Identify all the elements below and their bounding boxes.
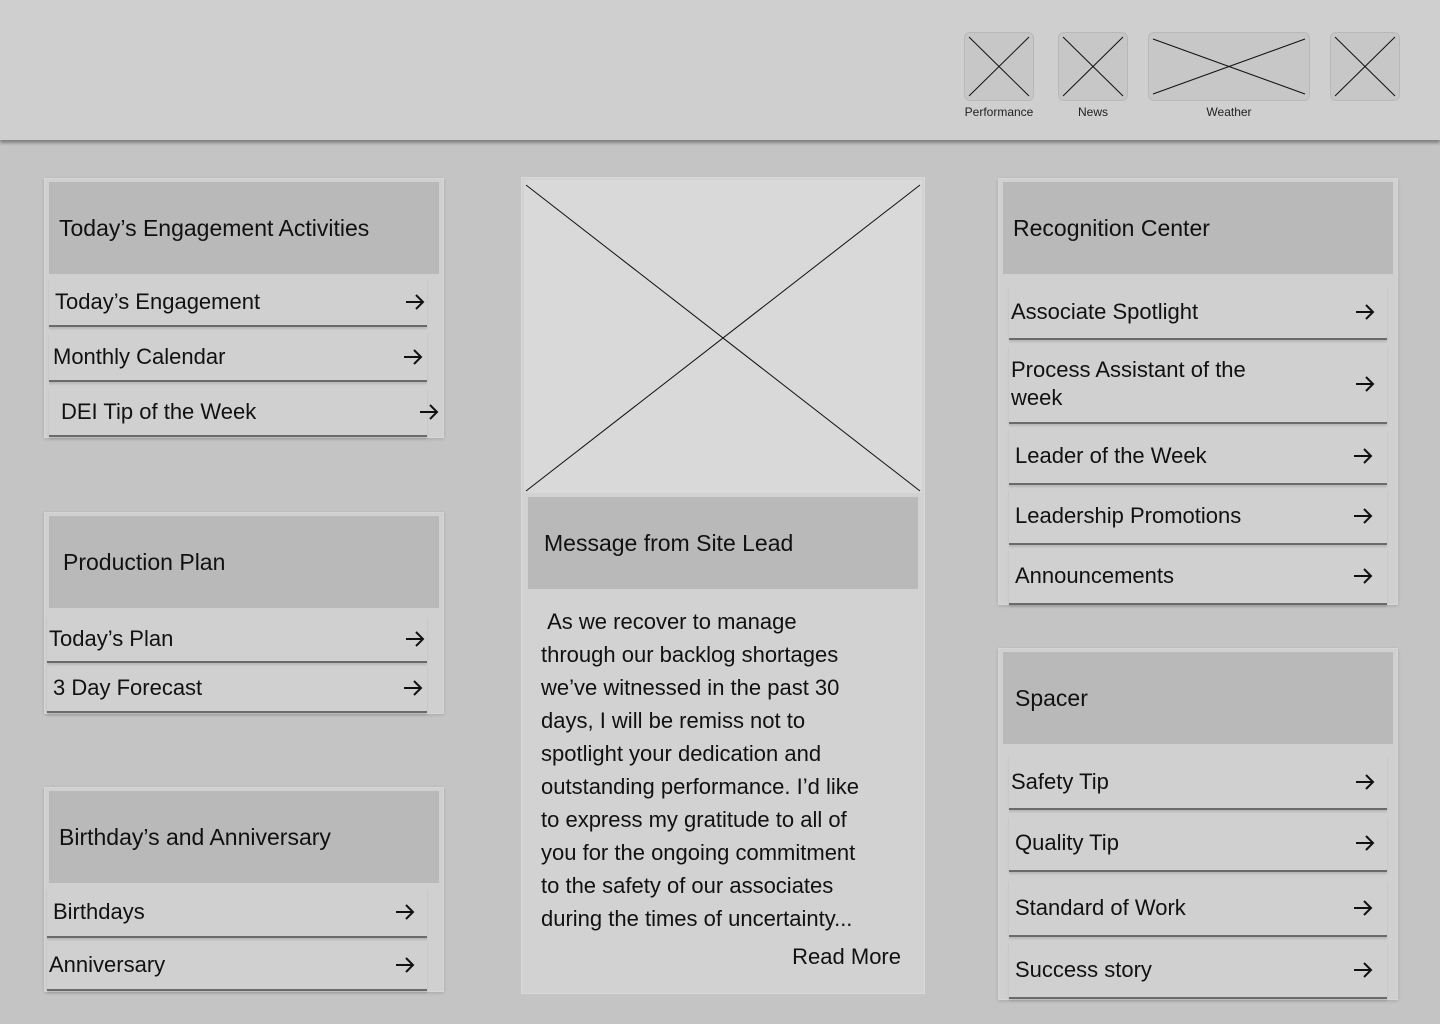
nav-performance-label: Performance <box>964 105 1034 119</box>
nav-weather-label: Weather <box>1206 105 1252 119</box>
list-item-label: Quality Tip <box>1015 830 1119 855</box>
list-item-label: Monthly Calendar <box>53 343 226 369</box>
production-plan-title: Production Plan <box>49 516 439 608</box>
nav-news-label: News <box>1077 105 1108 119</box>
arrow-right-icon <box>1353 448 1373 464</box>
list-item-label: Today’s Plan <box>49 625 174 651</box>
recognition-center-title: Recognition Center <box>1003 182 1393 274</box>
list-item-label: Associate Spotlight <box>1011 298 1199 324</box>
list-item-announcements[interactable] <box>1009 549 1387 605</box>
list-item-label: Success story <box>1015 957 1152 982</box>
arrow-right-icon <box>1355 835 1375 851</box>
list-item-3-day-forecast[interactable] <box>47 665 427 713</box>
site-lead-message-card <box>521 177 925 994</box>
top-bar <box>0 0 1440 140</box>
nav-news[interactable] <box>1058 32 1128 119</box>
arrow-right-icon <box>1355 304 1375 320</box>
list-item-label: Process Assistant of the week <box>1011 356 1246 410</box>
production-plan-card <box>44 512 444 714</box>
list-item-label: Birthdays <box>53 899 145 924</box>
list-item-todays-engagement[interactable] <box>49 278 427 327</box>
list-item-label: Anniversary <box>49 952 166 977</box>
arrow-right-icon <box>395 957 415 973</box>
spacer-card <box>998 648 1398 1000</box>
nav-performance[interactable] <box>964 32 1034 119</box>
list-item-label: Announcements <box>1015 563 1174 588</box>
list-item-standard-of-work[interactable] <box>1009 880 1387 937</box>
arrow-right-icon <box>1355 376 1375 392</box>
list-item-label: Safety Tip <box>1011 768 1109 794</box>
nav-weather[interactable] <box>1148 32 1310 119</box>
list-item-leadership-promotions[interactable] <box>1009 489 1387 545</box>
arrow-right-icon <box>1355 774 1375 790</box>
list-item-success-story[interactable] <box>1009 943 1387 999</box>
image-placeholder-icon <box>1330 32 1400 101</box>
arrow-right-icon <box>403 349 423 365</box>
message-title: Message from Site Lead <box>528 497 918 589</box>
list-item-label: 3 Day Forecast <box>53 675 203 700</box>
arrow-right-icon <box>1353 900 1373 916</box>
arrow-right-icon <box>395 904 415 920</box>
list-item-label: DEI Tip of the Week <box>61 398 257 424</box>
list-item-birthdays[interactable] <box>47 888 427 938</box>
image-placeholder-icon <box>1148 32 1310 101</box>
image-placeholder-icon <box>524 180 922 493</box>
engagement-card-title: Today’s Engagement Activities <box>49 182 439 274</box>
image-placeholder-icon <box>1058 32 1128 101</box>
arrow-right-icon <box>419 404 439 420</box>
list-item-label: Standard of Work <box>1015 894 1186 920</box>
arrow-right-icon <box>403 680 423 696</box>
list-item-process-assistant[interactable] <box>1009 345 1387 424</box>
list-item-leader-of-week[interactable] <box>1009 429 1387 485</box>
list-item-label: Leader of the Week <box>1015 443 1207 468</box>
list-item-label: Leadership Promotions <box>1015 503 1242 528</box>
list-item-label: Today’s Engagement <box>55 288 261 314</box>
arrow-right-icon <box>1353 508 1373 524</box>
list-item-safety-tip[interactable] <box>1009 755 1387 810</box>
image-placeholder-icon <box>964 32 1034 101</box>
birthdays-card-title: Birthday’s and Anniversary <box>49 791 439 883</box>
arrow-right-icon <box>1353 962 1373 978</box>
list-item-associate-spotlight[interactable] <box>1009 285 1387 340</box>
list-item-todays-plan[interactable] <box>47 616 427 663</box>
engagement-card <box>44 178 444 438</box>
birthdays-card <box>44 787 444 992</box>
arrow-right-icon <box>405 294 425 310</box>
recognition-center-card <box>998 178 1398 605</box>
arrow-right-icon <box>1353 568 1373 584</box>
list-item-monthly-calendar[interactable] <box>49 333 427 382</box>
arrow-right-icon <box>405 631 425 647</box>
list-item-dei-tip[interactable] <box>49 388 427 437</box>
read-more-link[interactable]: Read More <box>792 944 901 969</box>
spacer-card-title: Spacer <box>1003 652 1393 744</box>
list-item-anniversary[interactable] <box>47 941 427 991</box>
message-body: As we recover to manage through our backlog shortages we’ve witnessed in the past 30 days, I will be remiss not to spotlight your dedication and outstanding performance. I’d like to express my gratitude to all of you for the ongoing commitment to the safety of our associates during the times of uncertainty... <box>541 609 859 931</box>
nav-extra[interactable] <box>1330 32 1400 101</box>
list-item-quality-tip[interactable] <box>1009 816 1387 872</box>
